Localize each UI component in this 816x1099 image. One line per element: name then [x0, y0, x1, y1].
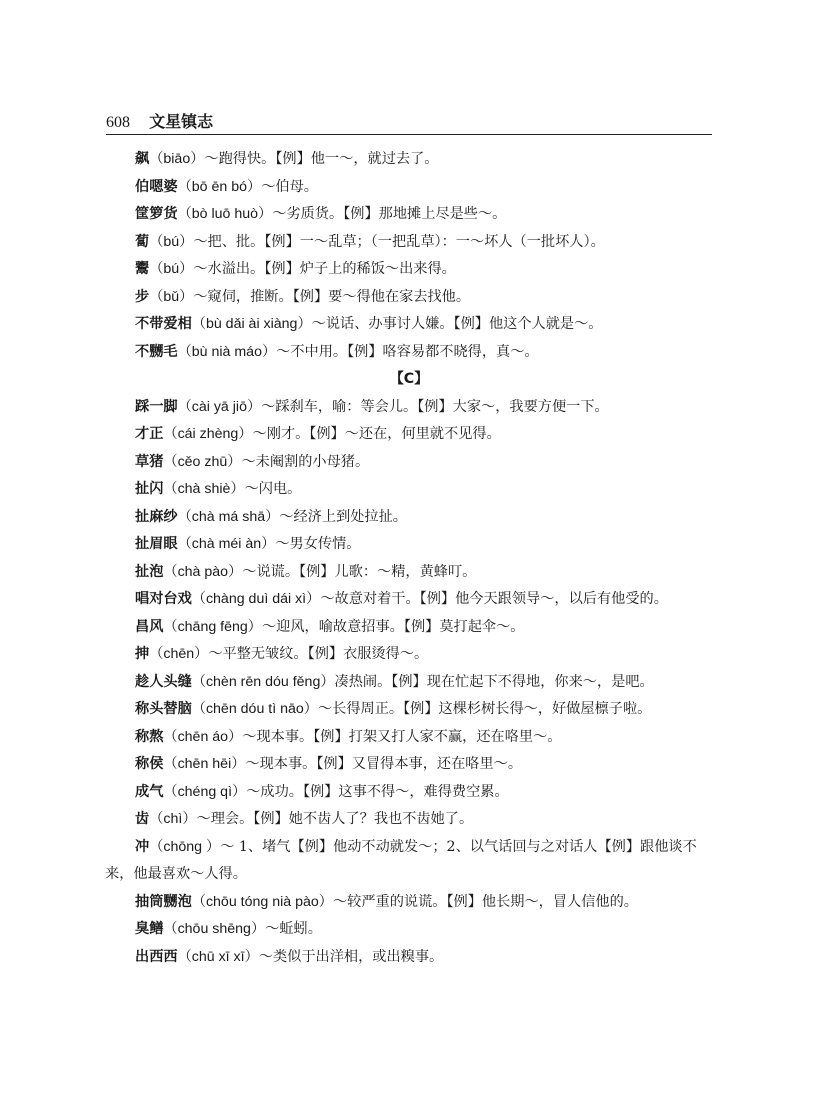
pinyin: （cái zhèng）: [163, 426, 253, 442]
entry: [105, 669, 713, 697]
definition: ～说话、办事讨人嫌。【例】他这个人就是～。: [311, 316, 603, 332]
headword: 鬻: [135, 261, 150, 277]
definition: ～刚才。【例】～还在，何里就不见得。: [252, 426, 501, 442]
headword: 冲: [135, 838, 150, 855]
headword: 称头替脑: [135, 701, 192, 717]
entry: [105, 559, 713, 587]
section-heading-c: 【C】: [389, 371, 429, 387]
pinyin: （chà méi àn）: [177, 536, 276, 552]
headword: 扯泡: [135, 563, 164, 580]
definition: ～现本事。【例】打架又打人家不赢，还在咯里～。: [242, 728, 562, 745]
pinyin: （chēn）: [149, 646, 209, 662]
entry: [105, 449, 713, 477]
entry: [105, 531, 713, 559]
entry: [105, 201, 713, 229]
entry: [105, 751, 713, 779]
pinyin: （bō ēn bó）: [177, 178, 262, 195]
pinyin: （chōng ）: [149, 838, 221, 855]
pinyin: （chéng qì）: [163, 783, 247, 800]
definition: ～理会。【例】她不齿人了？我也不齿她了。: [196, 811, 474, 827]
pinyin: （chēn dóu tì nāo）: [191, 701, 318, 717]
entry: [105, 586, 713, 614]
headword: 唱对台戏: [135, 591, 192, 607]
headword: 趁人头缝: [135, 673, 192, 690]
pinyin: （bú）: [149, 261, 194, 277]
definition: ～闪电。: [244, 481, 302, 497]
pinyin: （chōu tóng nià pào）: [191, 893, 333, 910]
headword: 飙: [135, 151, 150, 167]
definition: ～蚯蚓。: [265, 921, 322, 937]
pinyin: （chēn áo）: [163, 728, 243, 745]
pinyin: （bú）: [149, 233, 194, 250]
pinyin: （bù nià máo）: [177, 343, 277, 360]
entry: [105, 779, 713, 807]
definition: ～劣质货。【例】那地摊上尽是些～。: [272, 206, 507, 222]
pinyin: （chà shiè）: [163, 481, 245, 497]
headword: 成气: [135, 783, 164, 800]
definition: ～迎风，喻故意招事。【例】莫打起伞～。: [261, 618, 525, 635]
pinyin: （chà má shā）: [177, 508, 280, 525]
pinyin: （bù dǎi ài xiàng）: [191, 316, 312, 332]
entry: [105, 614, 713, 642]
definition: ～把、批。【例】一～乱草；（一把乱草）：一～坏人（一批坏人）。: [193, 233, 605, 250]
headword: 不嬲毛: [135, 343, 178, 360]
entry: [105, 421, 713, 449]
entry: [105, 339, 713, 367]
definition: ～较严重的说谎。【例】他长期～，冒人信他的。: [332, 893, 638, 910]
entry: [105, 229, 713, 257]
pinyin: （chāng fēng）: [163, 618, 262, 635]
definition: ～长得周正。【例】这棵杉树长得～，好做屋檩子啦。: [317, 701, 652, 717]
pinyin: （chèn rēn dóu fěng）: [191, 673, 335, 690]
headword: 臭鳝: [135, 921, 164, 937]
headword: 抽筒嬲泡: [135, 893, 192, 910]
headword: 才正: [135, 426, 164, 442]
definition: ～未阉割的小母猪。: [241, 453, 370, 470]
definition: ～成功。【例】这事不得～，难得费空累。: [246, 783, 509, 800]
definition: ～窥伺，推断。【例】要～得他在家去找他。: [193, 288, 471, 305]
pinyin: （cěo zhū）: [163, 453, 242, 470]
entry: [105, 476, 713, 504]
entry: [105, 641, 713, 669]
headword: 昌风: [135, 618, 164, 635]
definition: ～类似于出洋相，或出糗事。: [258, 948, 444, 965]
pinyin: （chì）: [149, 811, 197, 827]
definition: ～ 1、堵气【例】他动不动就发～；2、以气话回与之对话人【例】跟他谈不来，他最喜欢～人得。: [105, 838, 697, 882]
definition: ～伯母。: [261, 178, 318, 195]
pinyin: （bò luō huò）: [177, 206, 273, 222]
headword: 扯闪: [135, 481, 164, 497]
entry: [105, 256, 713, 284]
entry: [105, 311, 713, 339]
dictionary-entries: [105, 146, 713, 971]
headword: 扯麻纱: [135, 508, 178, 525]
pinyin: （chū xī xī）: [177, 948, 259, 965]
headword: 伯嗯婆: [135, 178, 178, 195]
pinyin: （bǔ）: [149, 288, 194, 305]
headword: 扯眉眼: [135, 536, 178, 552]
book-title: 文星镇志: [149, 112, 214, 131]
pinyin: （biāo）: [149, 151, 205, 167]
entry: [105, 696, 713, 724]
pinyin: （chàng duì dái xì）: [191, 591, 321, 607]
headword: 步: [135, 288, 150, 305]
entry: [105, 394, 713, 422]
entry-chong: [105, 834, 713, 889]
headword: 蔔: [135, 233, 150, 250]
definition: ～说谎。【例】儿歌：～精，黄蜂叮。: [242, 563, 477, 580]
page-number: 608: [106, 114, 130, 131]
entry: [105, 916, 713, 944]
headword: 齿: [135, 811, 150, 827]
headword: 踩一脚: [135, 398, 178, 415]
definition: ～平整无皱纹。【例】衣服烫得～。: [208, 646, 429, 662]
page-header: [106, 112, 712, 135]
entry: [105, 889, 713, 917]
definition: 凑热闹。【例】现在忙起下不得地，你来～，是吧。: [334, 673, 654, 690]
pinyin: （chēn hēi）: [163, 756, 246, 772]
definition: ～跑得快。【例】他一～，就过去了。: [204, 151, 439, 167]
headword: 筐箩货: [135, 206, 178, 222]
entry: [105, 146, 713, 174]
headword: 称侯: [135, 756, 164, 772]
definition: ～水溢出。【例】炉子上的稀饭～出来得。: [193, 261, 456, 277]
entry: [105, 806, 713, 834]
headword: 抻: [135, 646, 150, 662]
definition: ～不中用。【例】咯容易都不晓得，真～。: [276, 343, 539, 360]
headword: 草猪: [135, 453, 164, 470]
pinyin: （chōu shēng）: [163, 921, 266, 937]
entry: [105, 174, 713, 202]
pinyin: （cài yā jiō）: [177, 398, 262, 415]
entry: [105, 284, 713, 312]
headword: 称熬: [135, 728, 164, 745]
definition: ～故意对着干。【例】他今天跟领导～，以后有他受的。: [320, 591, 668, 607]
pinyin: （chà pào）: [163, 563, 243, 580]
headword: 不带爱相: [135, 316, 192, 332]
definition: ～现本事。【例】又冒得本事，还在咯里～。: [245, 756, 523, 772]
entry: [105, 944, 713, 972]
definition: ～踩刹车，喻：等会儿。【例】大家～，我要方便一下。: [261, 398, 609, 415]
definition: ～经济上到处拉扯。: [279, 508, 407, 525]
headword: 出西西: [135, 948, 178, 965]
entry: [105, 724, 713, 752]
entry: [105, 504, 713, 532]
definition: ～男女传情。: [275, 536, 361, 552]
